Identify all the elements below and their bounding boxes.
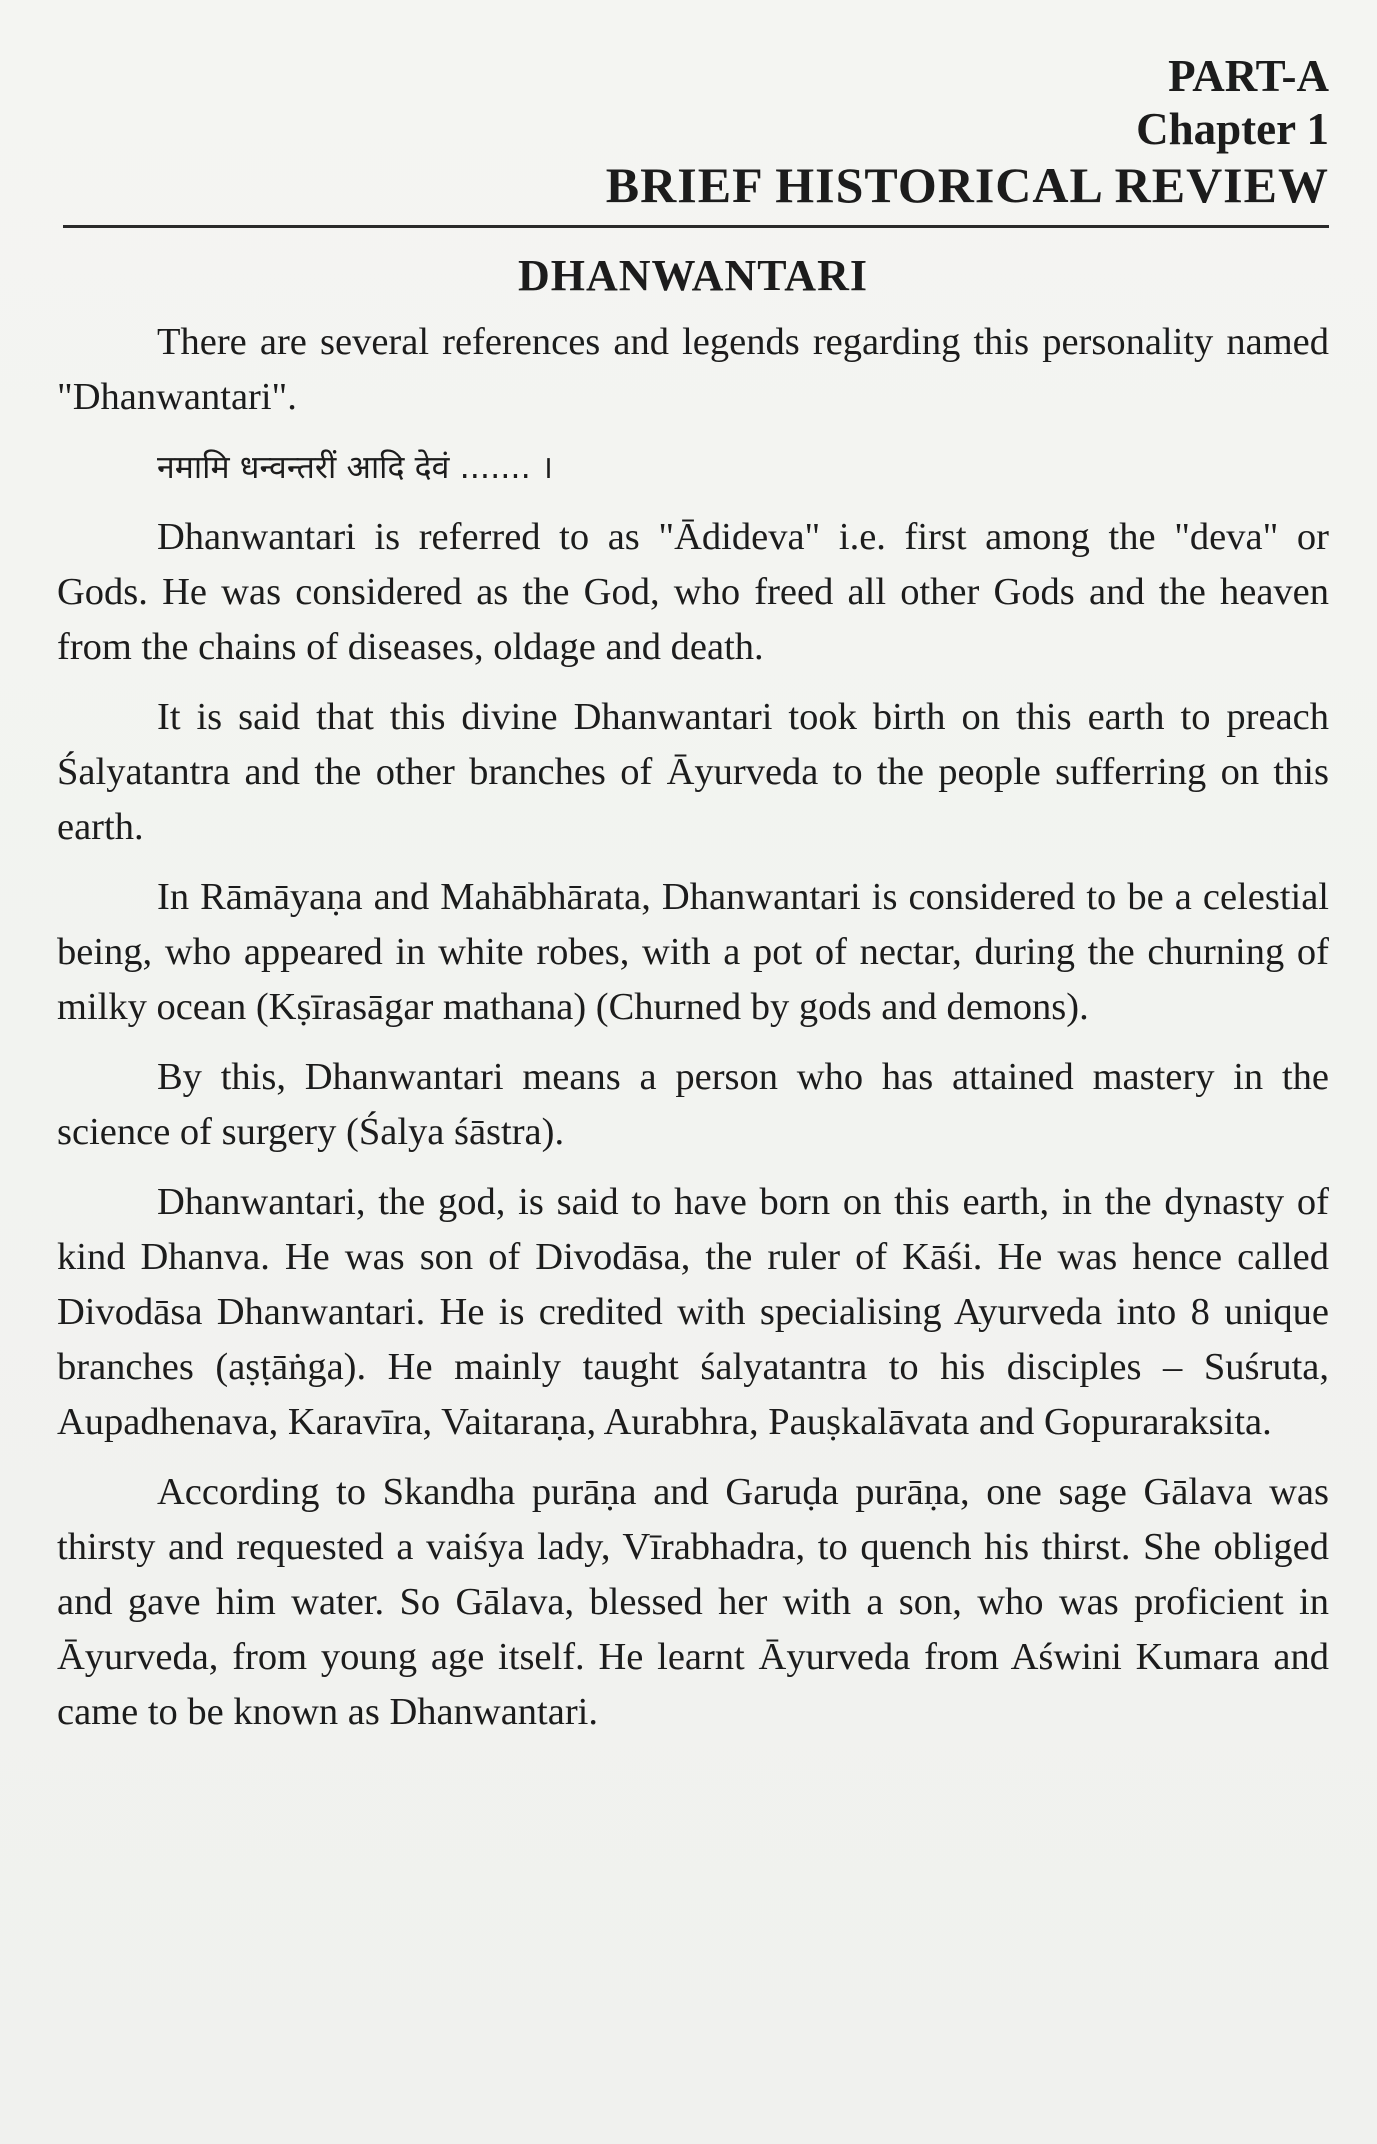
- body-text: [57, 315, 1329, 1740]
- header-rule: [63, 225, 1329, 228]
- chapter-title: BRIEF HISTORICAL REVIEW: [605, 157, 1329, 214]
- paragraph-divodasa: Dhanwantari, the god, is said to have born on this earth, in the dynasty of kind Dhanva. He was son of Divodāsa, the ruler of Kāśi. He was hence called Divodāsa Dhanwantari. He is credited with specialising Ayurveda into 8 unique branches (aṣṭāṅga). He mainly taught śalyatantra to his disciples – Suśruta, Aupadhenava, Karavīra, Vaitaraṇa, Aurabhra, Pauṣkalāvata and Gopuraraksita.: [57, 1181, 1329, 1444]
- paragraph-surgery: By this, Dhanwantari means a person who has attained mastery in the science of surgery (Śalya śāstra).: [57, 1056, 1329, 1154]
- chapter-header: [57, 50, 1329, 215]
- paragraph-galava: According to Skandha purāṇa and Garuḍa purāṇa, one sage Gālava was thirsty and requested a vaiśya lady, Vīrabhadra, to quench his thirst. She obliged and gave him water. So Gālava, blessed her with a son, who was proficient in Āyurveda, from young age itself. He learnt Āyurveda from Aświni Kumara and came to be known as Dhanwantari.: [57, 1471, 1329, 1734]
- part-label: PART-A: [1168, 51, 1329, 101]
- paragraph-adideva: Dhanwantari is referred to as "Ādideva" i.e. first among the "deva" or Gods. He was considered as the God, who freed all other Gods and the heaven from the chains of diseases, oldage and death.: [57, 516, 1329, 669]
- sanskrit-verse: नमामि धन्वन्तरीं आदि देवं ....... ।: [157, 448, 554, 487]
- paragraph-intro: There are several references and legends regarding this personality named "Dhanwantari".: [57, 321, 1329, 419]
- section-heading: DHANWANTARI: [518, 251, 868, 301]
- paragraph-birth: It is said that this divine Dhanwantari took birth on this earth to preach Śalyatantra and the other branches of Āyurveda to the people sufferring on this earth.: [57, 696, 1329, 849]
- paragraph-ramayana: In Rāmāyaṇa and Mahābhārata, Dhanwantari is considered to be a celestial being, who appeared in white robes, with a pot of nectar, during the churning of milky ocean (Kṣīrasāgar mathana) (Churned by gods and demons).: [57, 876, 1329, 1029]
- chapter-label: Chapter 1: [1136, 104, 1329, 155]
